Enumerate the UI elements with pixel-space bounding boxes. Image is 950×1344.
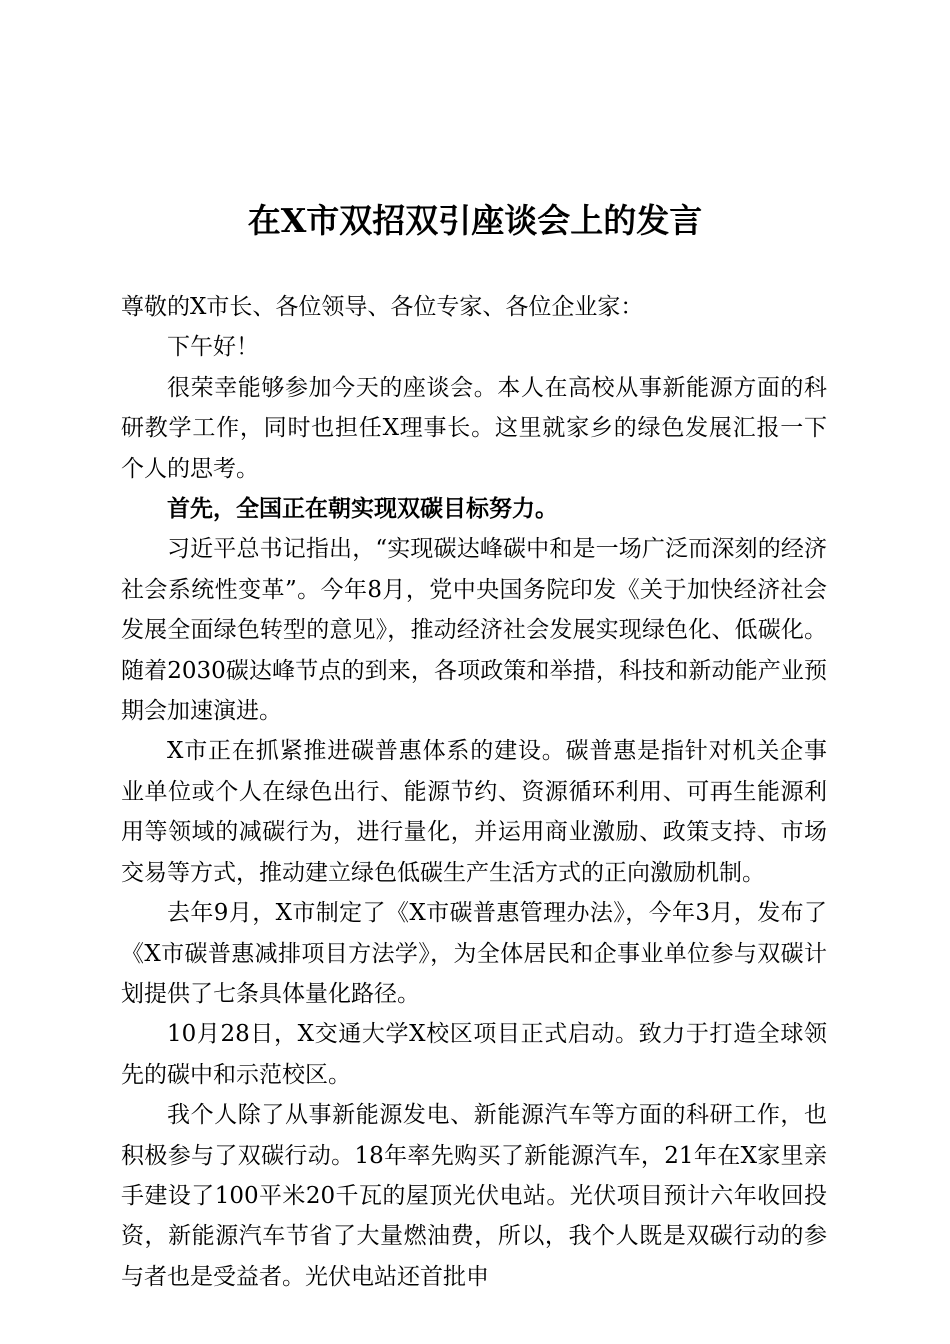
paragraph-campus: 10月28日，X交通大学X校区项目正式启动。致力于打造全球领先的碳中和示范校区。 — [121, 1021, 827, 1088]
paragraph-regulations: 去年9月，X市制定了《X市碳普惠管理办法》，今年3月，发布了《X市碳普惠减排项目方法学》，为全体居民和企事业单位参与双碳计划提供了七条具体量化路径。 — [121, 900, 827, 1007]
paragraph-xi-quote: 习近平总书记指出，“实现碳达峰碳中和是一场广泛而深刻的经济社会系统性变革”。今年8月，党中央国务院印发《关于加快经济社会发展全面绿色转型的意见》，推动经济社会发展实现绿色化、低碳化。随着2030碳达峰节点的到来，各项政策和举措，科技和新动能产业预期会加速演进。 — [121, 536, 827, 725]
document-body — [121, 287, 827, 1297]
paragraph-carbon-inclusion: X市正在抓紧推进碳普惠体系的建设。碳普惠是指针对机关企事业单位或个人在绿色出行、能源节约、资源循环利用、可再生能源利用等领域的减碳行为，进行量化，并运用商业激励、政策支持、市场交易等方式，推动建立绿色低碳生产生活方式的正向激励机制。 — [121, 738, 827, 886]
greeting: 下午好！ — [167, 334, 259, 361]
document-title: 在X市双招双引座谈会上的发言 — [247, 201, 703, 240]
section-heading-first: 首先，全国正在朝实现双碳目标努力。 — [167, 496, 558, 523]
paragraph-intro: 很荣幸能够参加今天的座谈会。本人在高校从事新能源方面的科研教学工作，同时也担任X理事长。这里就家乡的绿色发展汇报一下个人的思考。 — [121, 374, 827, 482]
salutation: 尊敬的X市长、各位领导、各位专家、各位企业家： — [121, 294, 644, 320]
paragraph-personal: 我个人除了从事新能源发电、新能源汽车等方面的科研工作，也积极参与了双碳行动。18年率先购买了新能源汽车，21年在X家里亲手建设了100平米20千瓦的屋顶光伏电站。光伏项目预计六年收回投资，新能源汽车节省了大量燃油费，所以，我个人既是双碳行动的参与者也是受益者。光伏电站还首批申 — [121, 1102, 827, 1290]
